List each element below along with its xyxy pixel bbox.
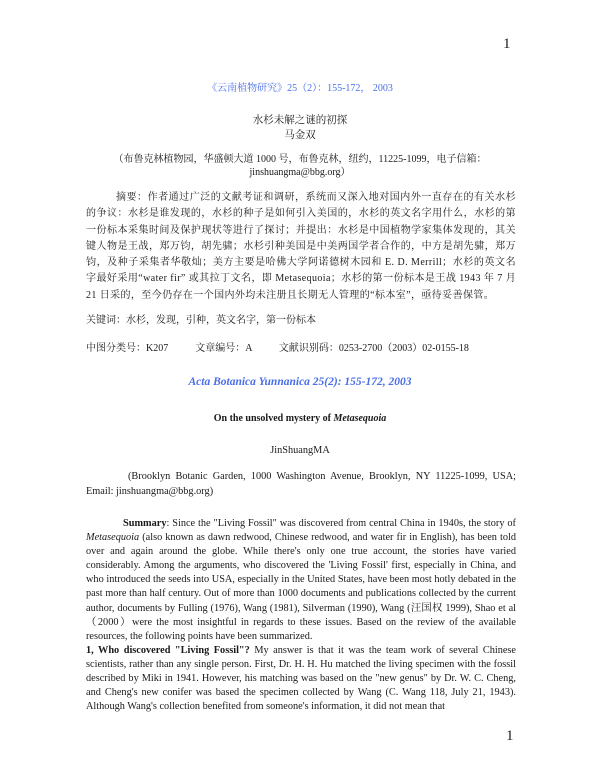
page-number-bottom: 1 — [506, 728, 514, 744]
section-1-text: My answer is that it was the team work of several Chinese scientists, rather than any single person. First, Dr. H. H. Hu matched the living specimen with the fossil described by Miki in 1941. However, his matching was based on the "new genus" by Dr. W. C. Cheng, and Cheng's new conifer was based the specimen collected by Wang (C. Wang 118, July 21, 1943). Although Wang's collection benefited from someone's information, it did not mean that — [86, 645, 517, 713]
english-summary — [86, 517, 516, 644]
english-title — [0, 413, 600, 424]
chinese-affiliation-line1: （布鲁克林植物园，华盛顿大道 1000 号，布鲁克林，纽约，11225-1099，电子信箱： — [113, 154, 487, 165]
summary-text-b: (also known as dawn redwood, Chinese redwood, and water fir in English), has been told over and again around the globe. While there's only one true account, the stories have varied considerably. Among the arguments, who discovered the 'Living Fossil' first, especially in China, and who introduced the seeds into USA, especially in the United States, have been most hotly debated in the past more than half century. Out of more than 1000 documents and publications collected by the current author, documents by Fulling (1976), Wang (1981), Silverman (1990), Wang (汪国权 1999), Shao et al（2000）were the most insightful in regards to these issues. Based on the review of the available resources, the following points have been summarized. — [86, 532, 516, 642]
summary-genus: Metasequoia — [86, 532, 140, 544]
english-author: JinShuangMA — [270, 445, 330, 456]
abstract-label: 摘要： — [116, 192, 148, 203]
classification-line — [86, 341, 469, 356]
english-title-text: On the unsolved mystery of — [213, 413, 334, 424]
summary-label: Summary — [123, 518, 167, 529]
document-id: 文献识别码：0253-2700（2003）02-0155-18 — [278, 343, 469, 354]
section-1-heading: 1, Who discovered "Living Fossil"? — [86, 645, 250, 656]
chinese-title: 水杉未解之谜的初探 — [252, 115, 348, 126]
abstract-text: 作者通过广泛的文献考证和调研，系统而又深入地对国内外一直存在的有关水杉的争议：水杉是谁发现的，水杉的种子是如何引入美国的，水杉的英文名字用什么，水杉的第一份标本采集时间及保护现状等进行了探讨；并提出：水杉是中国植物学家集体发现的，其关键人物是王战，郑万钧，胡先骕；水杉引种美国是中美两国学者合作的，中方是胡先骕，郑万钧，及种子采集者华敬灿；美方主要是哈佛大学阿诺德树木园和 E. D. Merrill；水杉的英文名字最好采用“water fir” 或其拉丁文名，即 Metasequoia；水杉的第一份标本是王战 1943 年 7 月 21 日采的，至今仍存在一个国内外均未注册且长期无人管理的“标本室”，亟待妥善保管。 — [86, 192, 517, 301]
chinese-keywords: 关键词：水杉，发现，引种，英文名字，第一份标本 — [86, 315, 316, 326]
page-number-top: 1 — [503, 36, 511, 52]
english-journal-reference[interactable]: Acta Botanica Yunnanica 25(2): 155-172, 2003 — [188, 376, 412, 388]
chinese-author: 马金双 — [284, 130, 316, 141]
section-1 — [86, 644, 516, 714]
english-title-genus: Metasequoia — [333, 413, 387, 424]
chinese-affiliation-line2: jinshuangma@bbg.org） — [249, 167, 351, 178]
article-code: 文章编号：A — [195, 343, 252, 354]
chinese-abstract — [86, 190, 516, 304]
summary-text-a: : Since the "Living Fossil" was discovered from central China in 1940s, the story of — [166, 518, 516, 529]
english-affiliation: (Brooklyn Botanic Garden, 1000 Washington Avenue, Brooklyn, NY 11225-1099, USA; Email: jinshuangma@bbg.org) — [86, 471, 516, 497]
chinese-journal-reference[interactable]: 《云南植物研究》25（2）：155-172， 2003 — [207, 83, 393, 94]
clc-number: 中图分类号：K207 — [86, 343, 169, 354]
